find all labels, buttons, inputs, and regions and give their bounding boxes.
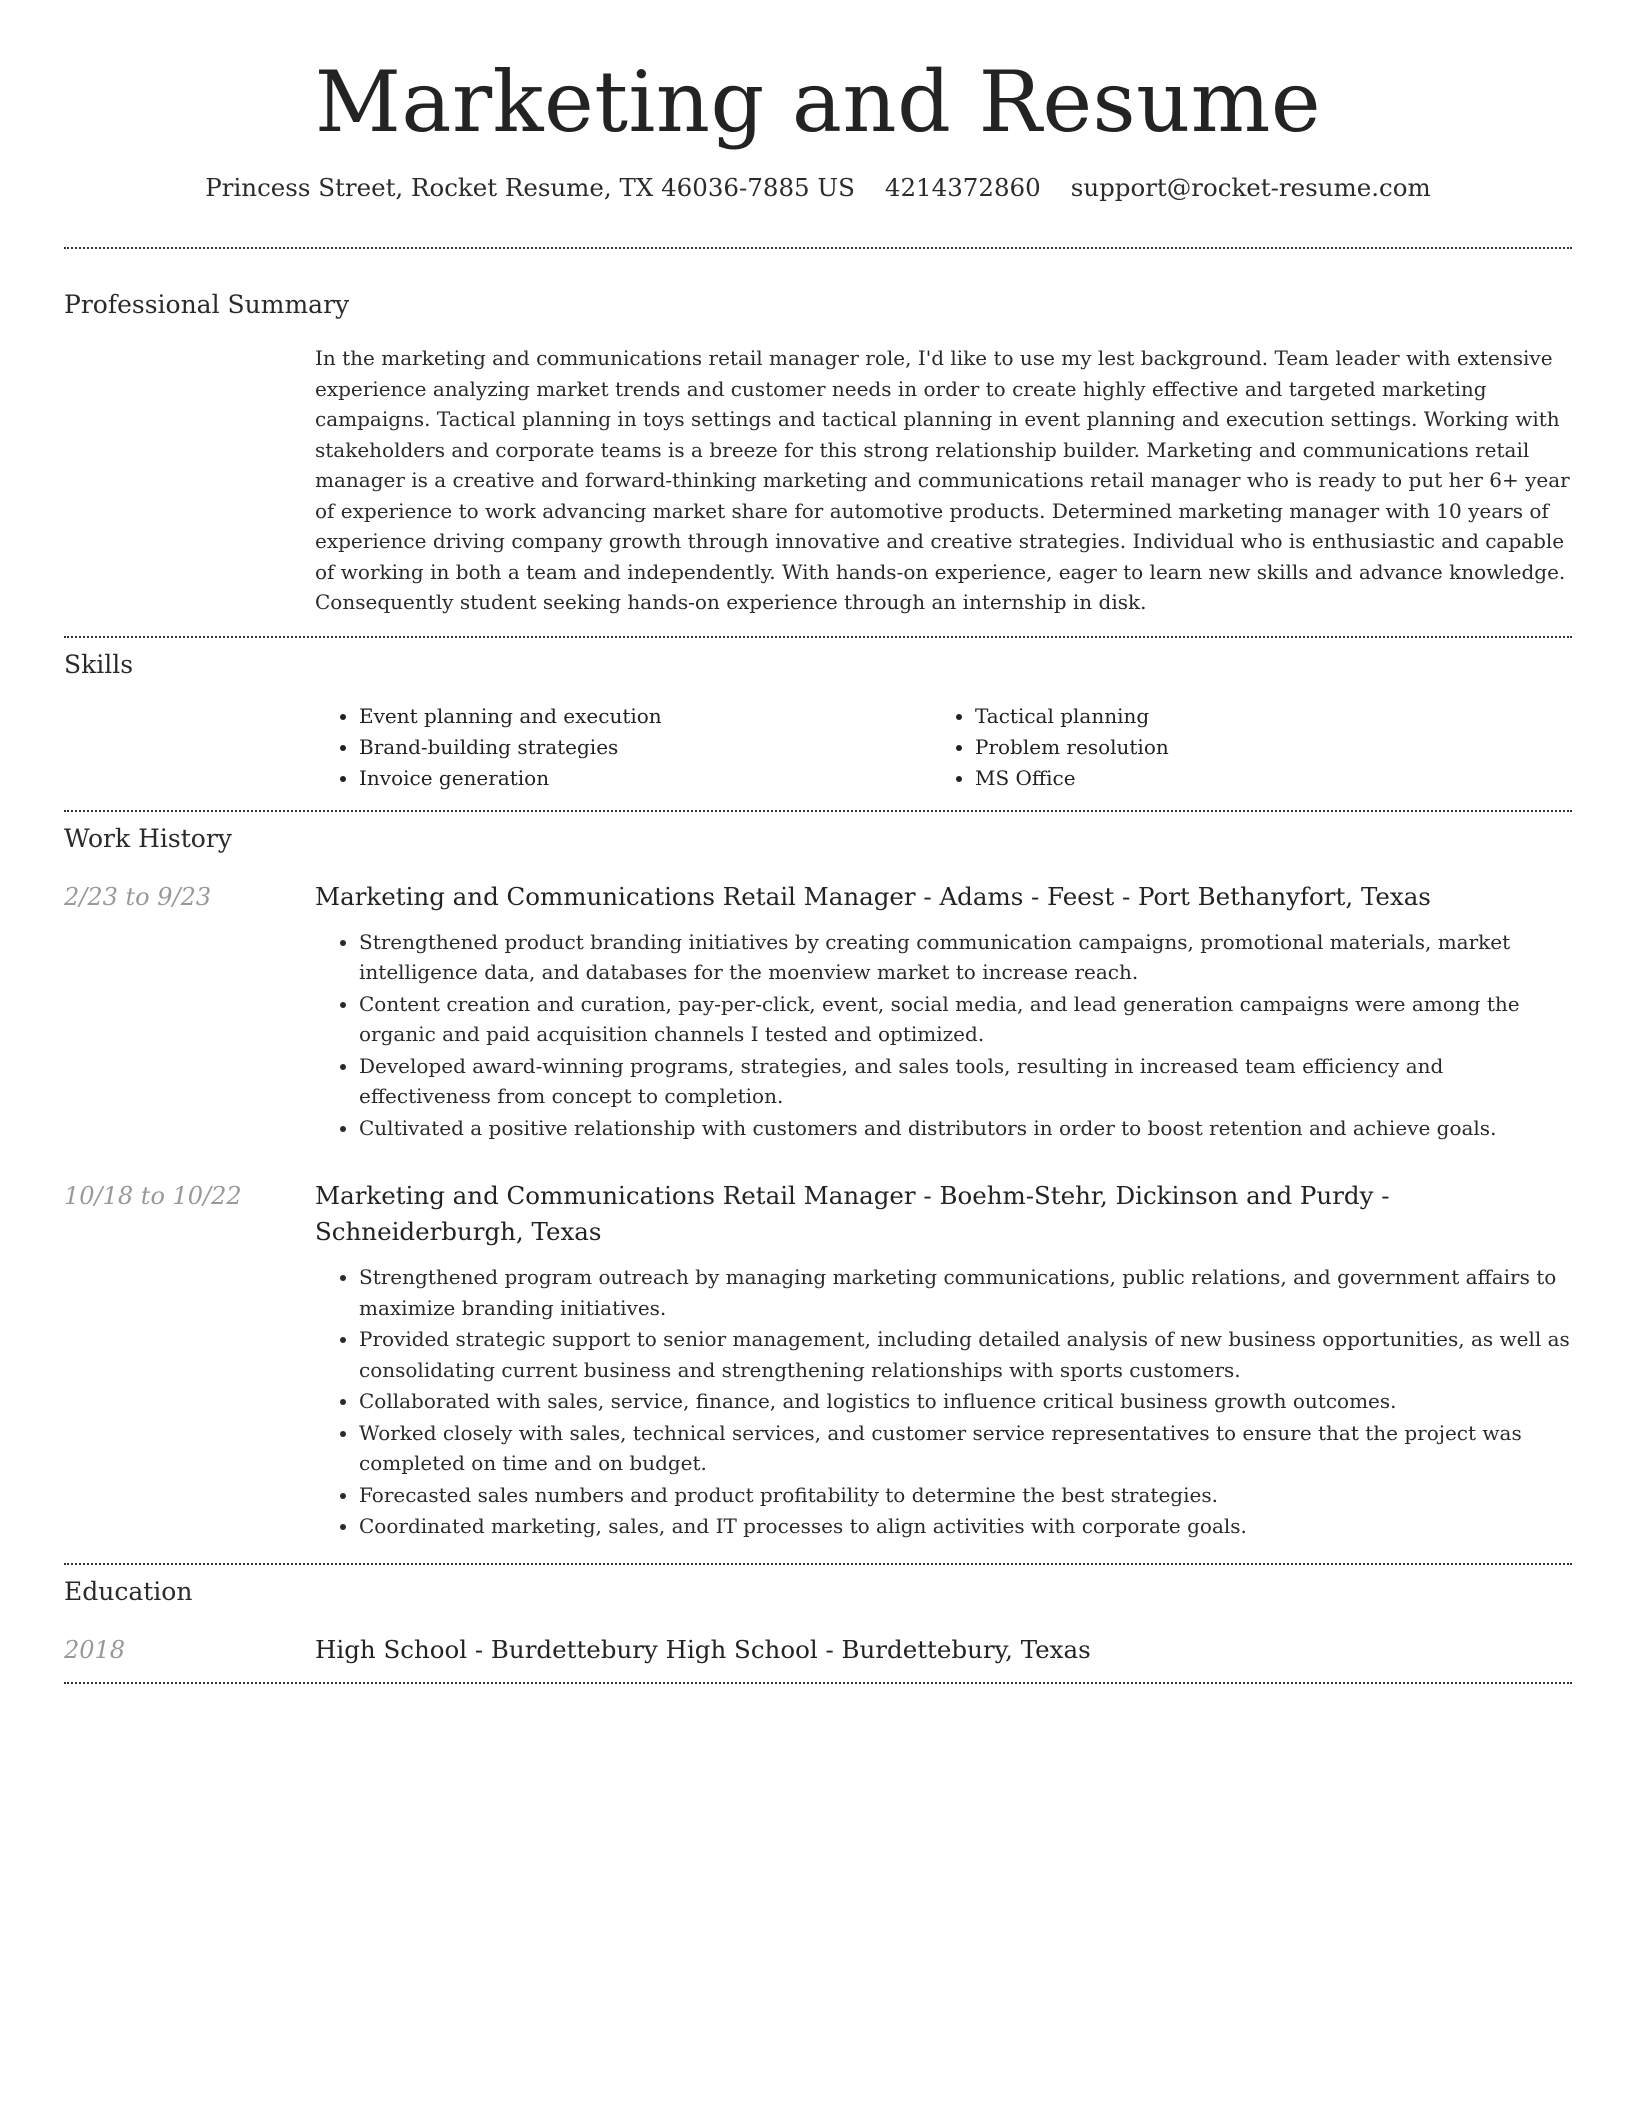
skills-column-right — [931, 701, 1547, 794]
job-bullet: • Cultivated a positive relationship with customers and distributors in order to boost retention and achieve goals. — [359, 1113, 1572, 1144]
education-entry — [64, 1632, 1572, 1668]
contact-address: Princess Street, Rocket Resume, TX 46036-7885 US — [205, 173, 855, 202]
job-bullet: • Strengthened product branding initiatives by creating communication campaigns, promotional materials, market intelligence data, and databases for the moenview market to increase reach. — [359, 927, 1572, 988]
job-bullet: • Content creation and curation, pay-per-click, event, social media, and lead generation campaigns were among the organic and paid acquisition channels I tested and optimized. — [359, 989, 1572, 1050]
job-bullets — [315, 927, 1572, 1144]
skill-item: • Invoice generation — [359, 763, 931, 794]
summary-heading: Professional Summary — [64, 290, 350, 319]
section-divider — [64, 810, 1572, 812]
section-divider — [64, 1563, 1572, 1565]
section-divider — [64, 636, 1572, 638]
education-date: 2018 — [64, 1635, 126, 1664]
resume-name: Marketing and Resume — [314, 53, 1322, 151]
contact-email: support@rocket-resume.com — [1070, 173, 1431, 202]
job-date: 2/23 to 9/23 — [64, 882, 212, 911]
skill-item: • Problem resolution — [975, 732, 1547, 763]
section-divider — [64, 1682, 1572, 1684]
job-bullet: • Worked closely with sales, technical services, and customer service representatives to ensure that the project was completed on time and on budget. — [359, 1418, 1572, 1479]
skill-item: • MS Office — [975, 763, 1547, 794]
resume-page — [64, 0, 1572, 1684]
job-bullets — [315, 1262, 1572, 1542]
skills-column-left — [315, 701, 931, 794]
education-section — [64, 1576, 1572, 1668]
work-section — [64, 823, 1572, 1543]
summary-text: In the marketing and communications retail manager role, I'd like to use my lest background. Team leader with extensive experience analyzing market trends and customer needs in order to create highly effective and targeted marketing campaigns. Tactical planning in toys settings and tactical planning in event planning and execution settings. Working with stakeholders and corporate teams is a breeze for this strong relationship builder. Marketing and communications retail manager is a creative and forward-thinking marketing and communications retail manager who is ready to put her 6+ year of experience to work advancing market share for automotive products. Determined marketing manager with 10 years of experience driving company growth through innovative and creative strategies. Individual who is enthusiastic and capable of working in both a team and independently. With hands-on experience, eager to learn new skills and advance knowledge. Consequently student seeking hands-on experience through an internship in disk. — [315, 346, 1570, 614]
contact-line — [64, 172, 1572, 204]
skills-heading: Skills — [64, 649, 134, 679]
job-title: Marketing and Communications Retail Manager - Boehm-Stehr, Dickinson and Purdy - Schneiderburgh, Texas — [315, 1181, 1390, 1246]
job-bullet: • Collaborated with sales, service, finance, and logistics to influence critical business growth outcomes. — [359, 1386, 1572, 1417]
job-bullet: • Provided strategic support to senior management, including detailed analysis of new business opportunities, as well as consolidating current business and strengthening relationships with sports customers. — [359, 1324, 1572, 1385]
summary-section — [64, 289, 1572, 618]
skill-item: • Brand-building strategies — [359, 732, 931, 763]
work-heading: Work History — [64, 823, 232, 853]
job-date: 10/18 to 10/22 — [64, 1182, 242, 1210]
contact-phone: 4214372860 — [884, 173, 1041, 202]
skills-list — [315, 701, 1572, 794]
job-entry — [64, 1178, 1572, 1543]
job-entry — [64, 879, 1572, 1145]
section-divider — [64, 247, 1572, 249]
skills-section — [64, 649, 1572, 794]
education-title: High School - Burdettebury High School - Burdettebury, Texas — [315, 1634, 1091, 1664]
skill-item: • Tactical planning — [975, 701, 1547, 732]
job-bullet: • Forecasted sales numbers and product profitability to determine the best strategies. — [359, 1480, 1572, 1511]
education-heading: Education — [64, 1576, 193, 1606]
skill-item: • Event planning and execution — [359, 701, 931, 732]
job-title: Marketing and Communications Retail Manager - Adams - Feest - Port Bethanyfort, Texas — [315, 881, 1431, 911]
job-bullet: • Strengthened program outreach by managing marketing communications, public relations, and government affairs to maximize branding initiatives. — [359, 1262, 1572, 1323]
job-bullet: • Developed award-winning programs, strategies, and sales tools, resulting in increased team efficiency and effectiveness from concept to completion. — [359, 1051, 1572, 1112]
job-bullet: • Coordinated marketing, sales, and IT processes to align activities with corporate goals. — [359, 1511, 1572, 1542]
